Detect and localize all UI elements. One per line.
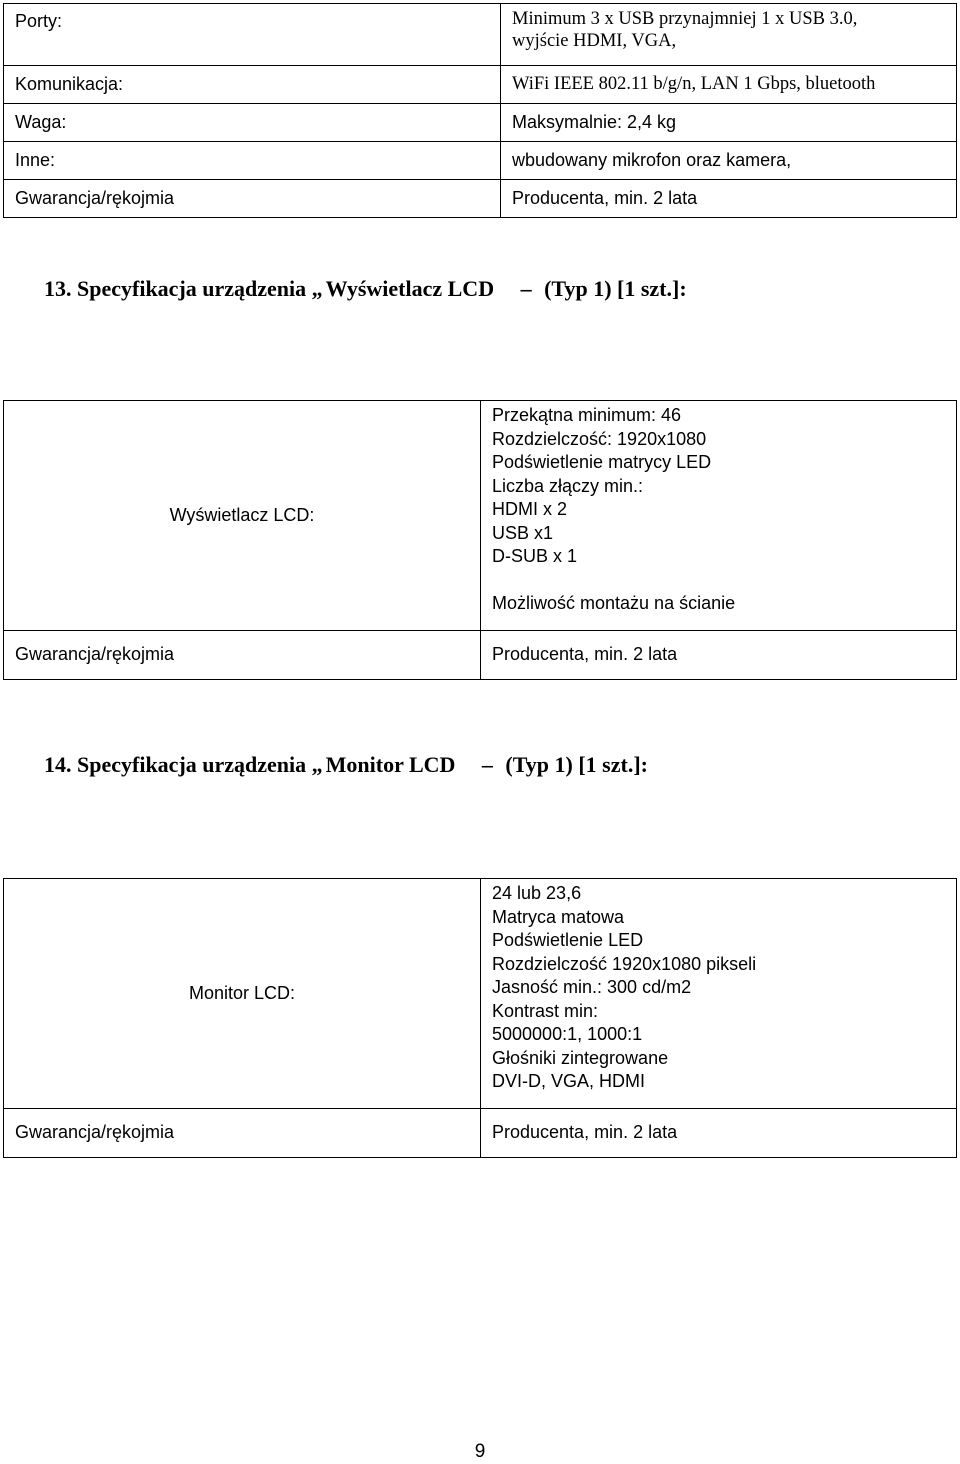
section-prefix: Specyfikacja urządzenia [77, 752, 307, 777]
spec-line: 24 lub 23,6 [492, 883, 582, 903]
table-row [4, 631, 957, 680]
warranty-value: Producenta, min. 2 lata [481, 1109, 957, 1158]
table-row [4, 142, 957, 180]
section-number: 14. [44, 752, 72, 777]
spec-line: HDMI x 2 [492, 499, 568, 519]
row-key: Inne: [4, 142, 501, 180]
warranty-label: Gwarancja/rękojmia [4, 631, 481, 680]
warranty-label: Gwarancja/rękojmia [4, 1109, 481, 1158]
spec-table-monitor [3, 878, 957, 1158]
table-row [4, 104, 957, 142]
spec-table-continued [3, 3, 957, 218]
device-label: Wyświetlacz LCD: [4, 401, 481, 631]
section-device: Wyświetlacz LCD [325, 276, 495, 301]
section-prefix: Specyfikacja urządzenia [77, 276, 307, 301]
row-key: Waga: [4, 104, 501, 142]
spec-line: 5000000:1, 1000:1 [492, 1024, 643, 1044]
section-heading-14: 14. Specyfikacja urządzenia „ Monitor LCD – (Typ 1) [1 szt.]: [44, 752, 648, 777]
table-row [4, 66, 957, 104]
spec-line: D-SUB x 1 [492, 546, 578, 566]
table-row [4, 1109, 957, 1158]
table-row [4, 180, 957, 218]
spec-list [481, 879, 957, 1109]
section-device: Monitor LCD [325, 752, 456, 777]
spec-line: Jasność min.: 300 cd/m2 [492, 977, 692, 997]
spec-line: Kontrast min: [492, 1000, 599, 1021]
spec-line: Podświetlenie LED [492, 930, 644, 950]
device-label: Monitor LCD: [4, 879, 481, 1109]
spec-list [481, 401, 957, 631]
section-suffix: (Typ 1) [1 szt.]: [544, 276, 687, 301]
row-key: Porty: [4, 4, 501, 66]
row-key: Gwarancja/rękojmia [4, 180, 501, 218]
spec-line: Przekątna minimum: 46 [492, 405, 682, 425]
page-number: 9 [474, 1441, 486, 1462]
row-value: WiFi IEEE 802.11 b/g/n, LAN 1 Gbps, bluetooth [501, 66, 957, 104]
spec-table-lcd [3, 400, 957, 680]
row-value: Maksymalnie: 2,4 kg [501, 104, 957, 142]
spec-line: Matryca matowa [492, 906, 625, 927]
value-line: wyjście HDMI, VGA, [512, 31, 677, 51]
row-key: Komunikacja: [4, 66, 501, 104]
spec-line: Rozdzielczość: 1920x1080 [492, 428, 707, 449]
table-row [4, 879, 957, 1109]
spec-line: Głośniki zintegrowane [492, 1047, 669, 1068]
section-number: 13. [44, 276, 72, 301]
row-value: Producenta, min. 2 lata [501, 180, 957, 218]
spec-line: Liczba złączy min.: [492, 475, 644, 496]
spec-line: DVI-D, VGA, HDMI [492, 1071, 646, 1091]
row-value: wbudowany mikrofon oraz kamera, [501, 142, 957, 180]
spec-line: Podświetlenie matrycy LED [492, 452, 712, 472]
section-suffix: (Typ 1) [1 szt.]: [505, 752, 648, 777]
spec-gap [492, 569, 945, 593]
value-line: Minimum 3 x USB przynajmniej 1 x USB 3.0, [512, 9, 858, 29]
table-row [4, 4, 957, 66]
spec-line: Rozdzielczość 1920x1080 pikseli [492, 953, 757, 974]
spec-line: Możliwość montażu na ścianie [492, 593, 736, 613]
section-heading-13: 13. Specyfikacja urządzenia „ Wyświetlacz LCD – (Typ 1) [1 szt.]: [44, 276, 687, 301]
warranty-value: Producenta, min. 2 lata [481, 631, 957, 680]
spec-line: USB x1 [492, 522, 554, 543]
row-value [501, 4, 957, 66]
table-row [4, 401, 957, 631]
